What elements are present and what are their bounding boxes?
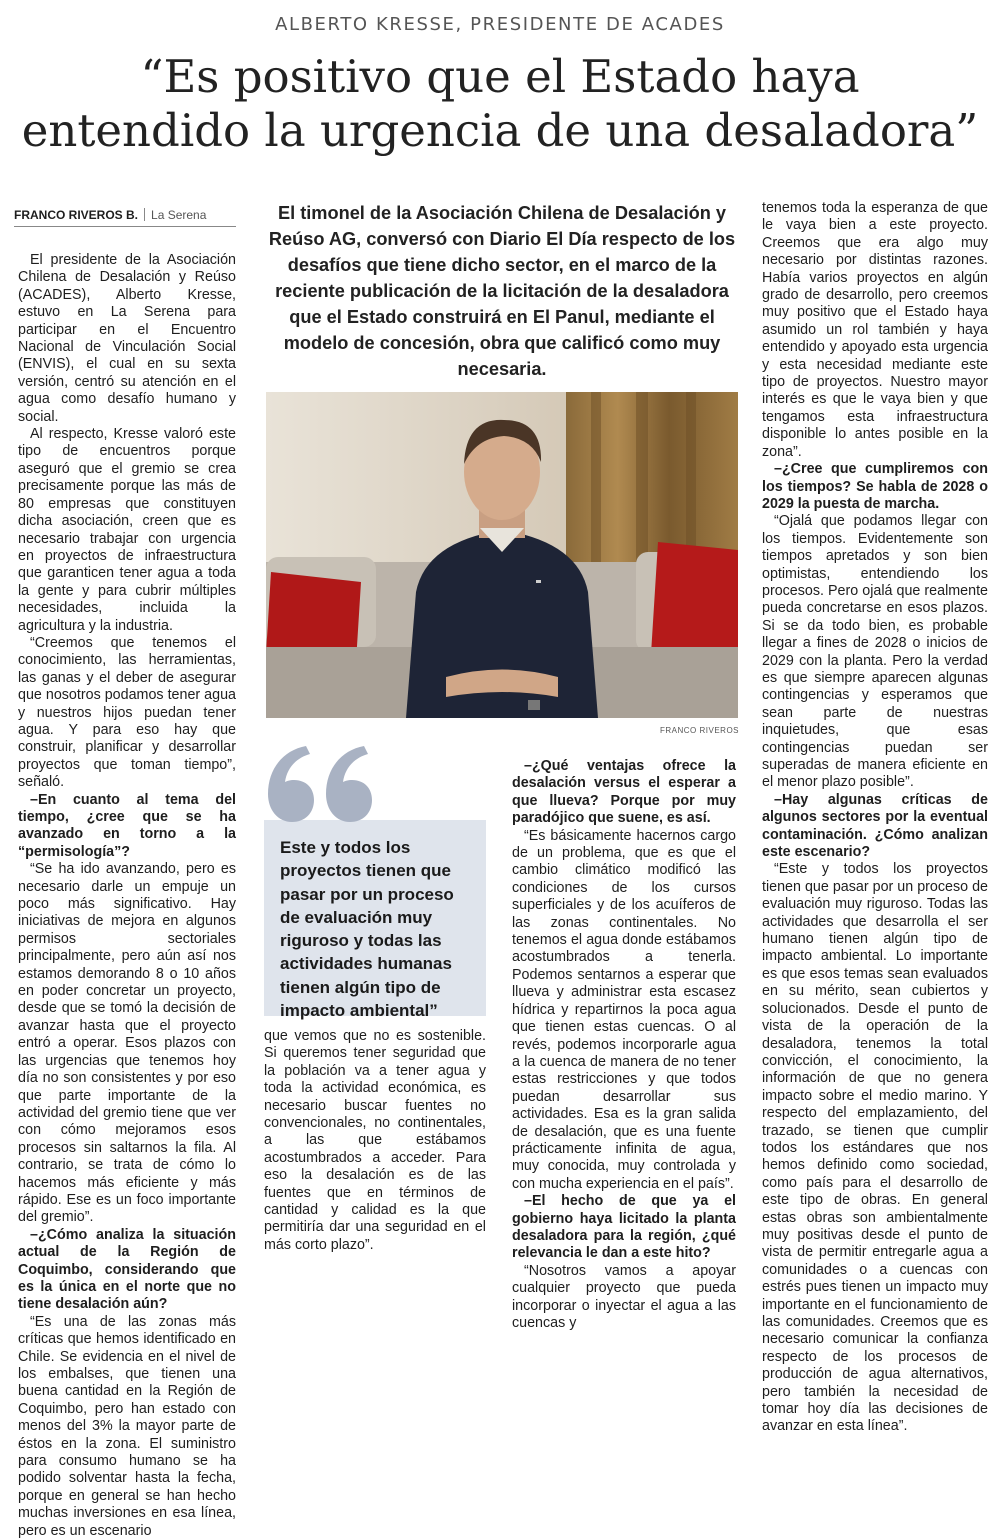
column-1: [18, 252, 236, 1540]
paragraph: “Es una de las zonas más críticas que hemos identificado en Chile. Se evidencia en el nivel de los embalses, que tienen una buena cantidad en la Región de Coquimbo, pero han estado con menos del 3% la mayor parte de éstos en la zona. El suministro para consumo humano se ha podido solventar hasta la fecha, porque en general se han hecho muchas inversiones en esa línea, pero es un escenario: [18, 1313, 236, 1539]
portrait-photo: [266, 392, 738, 718]
paragraph: “Nosotros vamos a apoyar cualquier proyecto que pueda incorporar o inyectar el agua a las cuencas y: [512, 1262, 736, 1331]
paragraph: El presidente de la Asociación Chilena de Desalación y Reúso (ACADES), Alberto Kresse, estuvo en La Serena para participar en el Encuentro Nacional de Vinculación Social (ENVIS), el cual en su sexta versión, centró su atención en el agua como desafío humano y social.: [18, 252, 236, 425]
headline-line-1: “Es positivo que el Estado haya: [140, 50, 860, 103]
paragraph: “Es básicamente hacernos cargo de un problema, que es que el cambio climático modificó las condiciones de los cursos superficiales y de los acuíferos de las zonas continentales. No tenemos el agua donde estábamos acostumbrados a tenerla. Podemos sentarnos a esperar que llueva y administrar esta escasez hídrica y repartirnos la poca agua que tienen estas cuencas. O al revés, podemos incorporarle agua a la cuenca de manera de no tener estas restricciones y que todos puedan desarrollar sus actividades. Esa es la gran salida de desalación, que es una fuente prácticamente infinita de agua, muy conocida, muy controlada y con mucha experiencia en el país”.: [512, 827, 736, 1192]
interview-question: –En cuanto al tema del tiempo, ¿cree que se ha avanzado en torno a la “permisología”?: [18, 791, 236, 860]
interview-question: –Hay algunas críticas de algunos sectores por la eventual contaminación. ¿Cómo analizan este escenario?: [762, 791, 988, 861]
paragraph: “Este y todos los proyectos tienen que pasar por un proceso de evaluación muy riguroso. Todas las actividades que desarrolla el ser humano tienen algún tipo de impacto ambiental. Lo importante es que esos temas sean evaluados en su mérito, sean cubiertos y solucionados. Desde el punto de vista de la operación de la desaladora, tenemos la total convicción, el conocimiento, la información de que no genera impacto sobre el medio marino. Y respecto del emplazamiento, del trazado, se tienen que cumplir todos los estándares que nos hemos definido como sociedad, como país para el desarrollo de este tipo de obras. En general estas obras son ambientalmente muy positivas desde el punto de vista de permitir entregarle agua a comunidades o a cuencas con estrés pues tienen un impacto muy importante en el funcionamiento de las comunidades. Creemos que es necesario comunicar la confianza respecto de los procesos de producción de agua alternativos, pero también la necesidad de tomar hoy día las decisiones de avanzar en esta línea”.: [762, 861, 988, 1435]
column-3: [512, 758, 736, 1332]
paragraph: Al respecto, Kresse valoró este tipo de encuentros porque aseguró que el gremio se crea precisamente porque las más de 80 empresas que constituyen dicha asociación, creen que es necesario trabajar con urgencia en proyectos de infraestructura que garanticen tener agua a toda la gente y para cubrir múltiples necesidades, incluida la agricultura y la industria.: [18, 426, 236, 634]
paragraph: que vemos que no es sostenible. Si queremos tener seguridad que la población va a tener agua y toda la actividad económica, es necesario buscar fuentes no convencionales, no continentales, a las que estábamos acostumbrados a acceder. Para eso la desalación es de las fuentes que en términos de cantidad y calidad es la que permitiría dar una seguridad en el más corto plazo”.: [264, 1028, 486, 1253]
paragraph: “Creemos que tenemos el conocimiento, las herramientas, las ganas y el deber de asegurar que nosotros podamos tener agua y nuestros hijos puedan tener agua. Y para eso hay que construir, planificar y desarrollar proyectos que toman tiempo”, señaló.: [18, 634, 236, 791]
lede: El timonel de la Asociación Chilena de Desalación y Reúso AG, conversó con Diario El Día respecto de los desafíos que tiene dicho sector, en el marco de la reciente publicación de la licitación de la desaladora que el Estado construirá en El Panul, mediante el modelo de concesión, obra que calificó como muy necesaria.: [268, 203, 736, 379]
interview-question: –¿Cómo analiza la situación actual de la Región de Coquimbo, considerando que es la única en el norte que no tiene desalación aún?: [18, 1226, 236, 1313]
paragraph: tenemos toda la esperanza de que le vaya bien a este proyecto. Creemos que era algo muy necesario por distintas razones. Había varios proyectos en algún grado de desarrollo, pero creemos muy positivo que el Estado haya asumido un rol también y haya entendido y apoyado esta urgencia y esta necesidad mediante este tipo de proyectos. Nuestro mayor interés es que le vaya bien y que tengamos esta infraestructura disponible lo antes posible en la zona”.: [762, 200, 988, 460]
interview-question: –¿Cree que cumpliremos con los tiempos? Se habla de 2028 o 2029 la puesta de marcha.: [762, 461, 988, 512]
paragraph: “Ojalá que podamos llegar con los tiempos. Evidentemente son tiempos apretados y son bien optimistas, entendiendo los procesos. Pero ojalá que realmente pueda concretarse en esos plazos. Si se da todo bien, es probable llegar a fines de 2028 o inicios de 2029 con la planta. Pero la verdad es que siempre aparecen algunas contingencias y esperamos que sean parte de nuestras inquietudes, que esas contingencias puedan ser superadas de manera eficiente en el menor plazo posible”.: [762, 513, 988, 791]
interview-question: –¿Qué ventajas ofrece la desalación versus el esperar a que llueva? Porque por muy paradójico que suene, es así.: [512, 758, 736, 827]
pull-quote-text: Este y todos los proyectos tienen que pasar por un proceso de evaluación muy riguroso y todas las actividades humanas tienen algún tipo de impacto ambiental”: [280, 838, 454, 1021]
column-4: [762, 200, 988, 1436]
column-2: [264, 1028, 486, 1254]
headline-line-2: entendido la urgencia de una desaladora”: [21, 104, 979, 157]
byline-separator: [144, 208, 145, 221]
byline-location: La Serena: [151, 208, 207, 222]
photo-credit: FRANCO RIVEROS: [660, 726, 740, 735]
paragraph: “Se ha ido avanzando, pero es necesario darle un empuje un poco más significativo. Hay iniciativas de mejora en algunos permisos sectoriales principalmente, pero aún así nos estamos demorando 8 o 10 años en poder concretar un proyecto, desde que se tomó la decisión de avanzar hasta que el proyecto entró a operar. Esos plazos con las urgencias que tenemos hoy día no son consistentes y por eso que parte importante de la actividad del gremio tiene que ver con cómo mejoramos esos procesos sin saltarnos la fila. Al contrario, se trata de cómo lo hacemos más eficiente y más rápido. Ese es un foco importante del gremio”.: [18, 861, 236, 1226]
quote-mark-icon: [262, 738, 372, 828]
headline: [10, 50, 990, 158]
byline: [14, 204, 236, 227]
kicker: ALBERTO KRESSE, PRESIDENTE DE ACADES: [275, 14, 725, 35]
interview-question: –El hecho de que ya el gobierno haya licitado la planta desaladora para la región, ¿qué relevancia le dan a este hito?: [512, 1193, 736, 1262]
byline-author: FRANCO RIVEROS B.: [14, 208, 139, 222]
